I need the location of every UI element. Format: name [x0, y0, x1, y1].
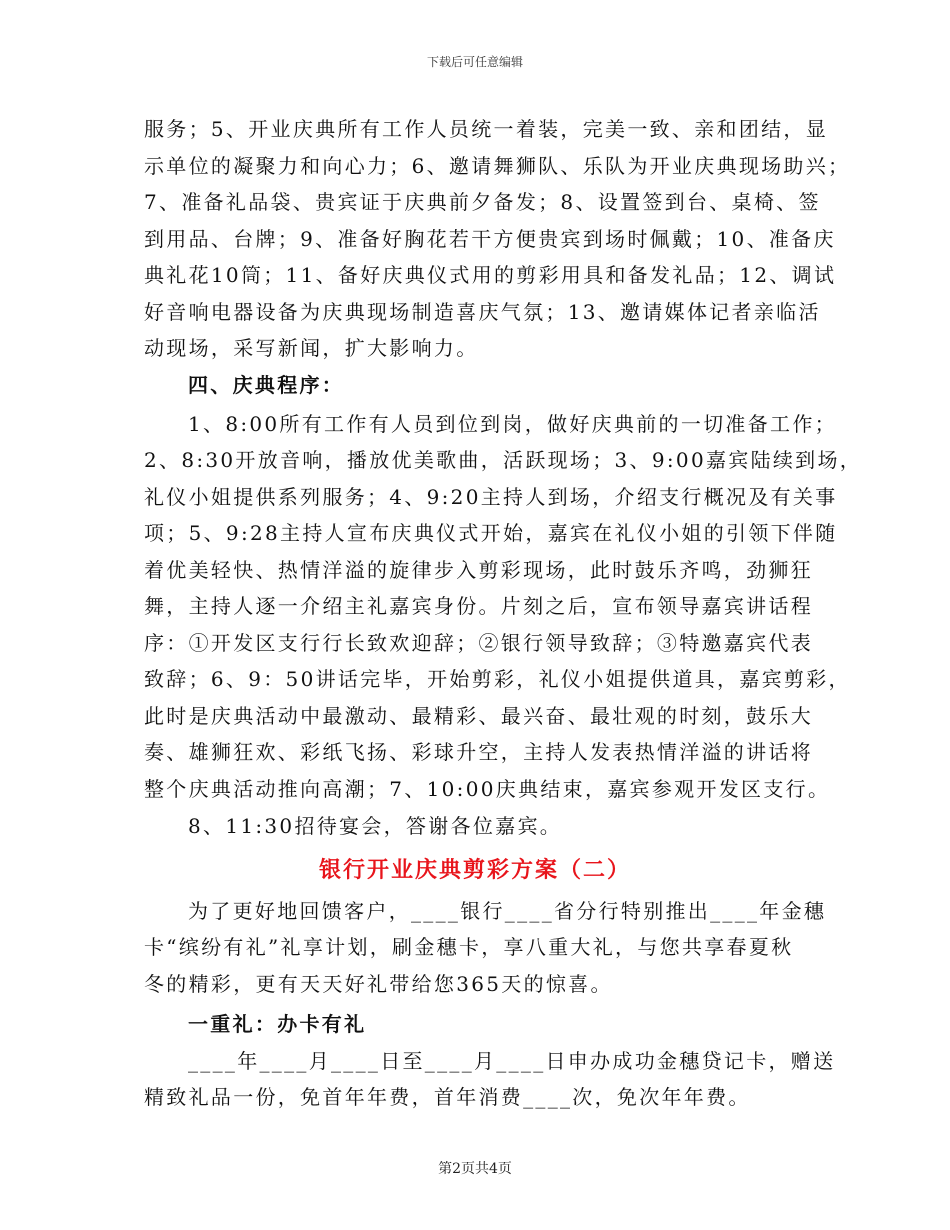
section-title: 银行开业庆典剪彩方案（二）	[318, 857, 631, 883]
paragraph-line: 2、8:30开放音响，播放优美歌曲，活跃现场；3、9:00嘉宾陆续到场，	[144, 448, 863, 472]
paragraph-line: 此时是庆典活动中最激动、最精彩、最兴奋、最壮观的时刻，鼓乐大	[144, 704, 813, 728]
paragraph-line: ____年____月____日至____月____日申办成功金穗贷记卡，赠送	[188, 1049, 836, 1073]
paragraph-line: 致辞；6、9：50讲话完毕，开始剪彩，礼仪小姐提供道具，嘉宾剪彩，	[144, 667, 851, 691]
paragraph-line: 精致礼品一份，免首年年费，首年消费____次，免次年年费。	[144, 1085, 751, 1109]
paragraph-line: 奏、雄狮狂欢、彩纸飞扬、彩球升空，主持人发表热情洋溢的讲话将	[144, 740, 813, 764]
paragraph-line: 服务；5、开业庆典所有工作人员统一着装，完美一致、亲和团结，显	[144, 117, 829, 141]
paragraph-line: 到用品、台牌；9、准备好胸花若干方便贵宾到场时佩戴；10、准备庆	[144, 227, 836, 251]
paragraph-line: 序：①开发区支行行长致欢迎辞；②银行领导致辞；③特邀嘉宾代表	[144, 631, 813, 655]
subsection-heading: 一重礼：办卡有礼	[188, 1012, 367, 1036]
paragraph-line: 礼仪小姐提供系列服务；4、9:20主持人到场，介绍支行概况及有关事	[144, 485, 838, 509]
paragraph-line: 动现场，采写新闻，扩大影响力。	[144, 336, 479, 360]
paragraph-line: 为了更好地回馈客户，____银行____省分行特别推出____年金穗	[188, 899, 827, 923]
paragraph-line: 项；5、9:28主持人宣布庆典仪式开始，嘉宾在礼仪小姐的引领下伴随	[144, 521, 838, 545]
paragraph-line: 好音响电器设备为庆典现场制造喜庆气氛；13、邀请媒体记者亲临活	[144, 300, 821, 324]
paragraph-line: 7、准备礼品袋、贵宾证于庆典前夕备发；8、设置签到台、桌椅、签	[144, 190, 821, 214]
paragraph-line: 着优美轻快、热情洋溢的旋律步入剪彩现场，此时鼓乐齐鸣，劲狮狂	[144, 558, 813, 582]
paragraph-line: 卡“缤纷有礼”礼享计划，刷金穗卡，享八重大礼，与您共享春夏秋	[144, 935, 794, 959]
paragraph-line: 8、11:30招待宴会，答谢各位嘉宾。	[188, 814, 563, 838]
paragraph-line: 舞，主持人逐一介绍主礼嘉宾身份。片刻之后，宣布领导嘉宾讲话程	[144, 594, 813, 618]
page-footer: 第2页共4页	[438, 1161, 512, 1177]
section-heading: 四、庆典程序：	[188, 373, 345, 397]
paragraph-line: 冬的精彩，更有天天好礼带给您365天的惊喜。	[144, 972, 613, 996]
paragraph-line: 示单位的凝聚力和向心力；6、邀请舞狮队、乐队为开业庆典现场助兴；	[144, 154, 851, 178]
paragraph-line: 典礼花10筒；11、备好庆典仪式用的剪彩用具和备发礼品；12、调试	[144, 263, 837, 287]
paragraph-line: 1、8:00所有工作有人员到位到岗，做好庆典前的一切准备工作；	[188, 412, 837, 436]
page-header: 下载后可任意编辑	[426, 55, 523, 69]
paragraph-line: 整个庆典活动推向高潮；7、10:00庆典结束，嘉宾参观开发区支行。	[144, 777, 831, 801]
